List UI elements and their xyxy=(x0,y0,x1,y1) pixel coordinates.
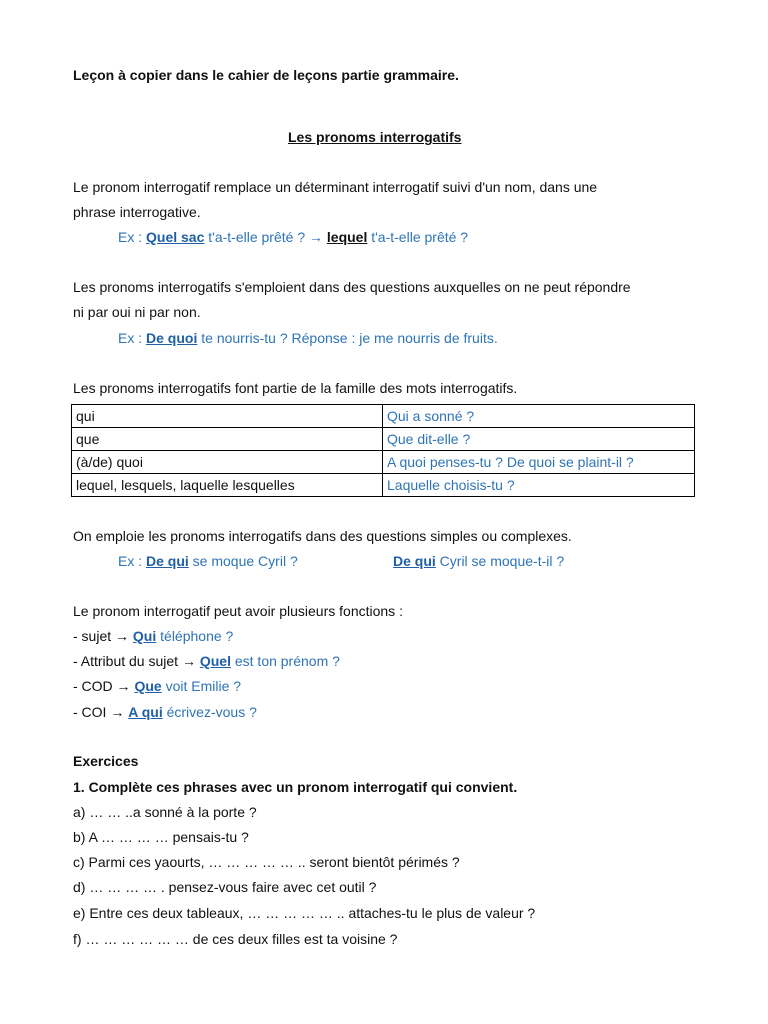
example-prefix: Ex : xyxy=(118,330,147,346)
exercise-item: a) … … ..a sonné à la porte ? xyxy=(73,804,257,820)
example-keyword: De qui xyxy=(393,553,436,569)
paragraph-3-line-1: Les pronoms interrogatifs font partie de la famille des mots interrogatifs. xyxy=(73,380,518,396)
example-4a xyxy=(118,552,298,570)
table-cell-pronoun: qui xyxy=(72,405,383,428)
exercise-item: e) Entre ces deux tableaux, … … … … … .. attaches-tu le plus de valeur ? xyxy=(73,905,536,921)
table-row xyxy=(72,474,695,497)
paragraph-5-intro: Le pronom interrogatif peut avoir plusieurs fonctions : xyxy=(73,603,403,619)
paragraph-1-line-1: Le pronom interrogatif remplace un déterminant interrogatif suivi d'un nom, dans une xyxy=(73,179,598,195)
exercises-title: Exercices xyxy=(73,753,139,769)
pronoun-table xyxy=(71,404,695,497)
function-item xyxy=(73,677,241,695)
function-label: - COD → xyxy=(73,678,135,694)
function-item xyxy=(73,703,257,721)
page-title: Les pronoms interrogatifs xyxy=(288,129,462,145)
table-cell-example: Qui a sonné ? xyxy=(383,405,695,428)
lesson-heading: Leçon à copier dans le cahier de leçons partie grammaire. xyxy=(73,67,459,83)
function-keyword: Que xyxy=(134,678,162,694)
table-row xyxy=(72,405,695,428)
table-cell-pronoun: (à/de) quoi xyxy=(72,451,383,474)
function-label: - COI → xyxy=(73,704,129,720)
function-keyword: Quel xyxy=(199,653,231,669)
example-keyword: De qui xyxy=(146,553,189,569)
function-item xyxy=(73,652,340,670)
function-example: est ton prénom ? xyxy=(230,653,340,669)
exercise-instruction: 1. Complète ces phrases avec un pronom interrogatif qui convient. xyxy=(73,779,518,795)
function-example: écrivez-vous ? xyxy=(162,704,257,720)
exercise-item: d) … … … … . pensez-vous faire avec cet outil ? xyxy=(73,879,377,895)
table-cell-pronoun: que xyxy=(72,428,383,451)
exercise-item: c) Parmi ces yaourts, … … … … … .. seront bientôt périmés ? xyxy=(73,854,460,870)
table-row xyxy=(72,428,695,451)
function-keyword: A qui xyxy=(128,704,163,720)
example-text: Cyril se moque-t-il ? xyxy=(435,553,565,569)
function-example: téléphone ? xyxy=(156,628,234,644)
paragraph-2-line-2: ni par oui ni par non. xyxy=(73,304,201,320)
paragraph-2-line-1: Les pronoms interrogatifs s'emploient dans des questions auxquelles on ne peut répondre xyxy=(73,279,631,295)
table-cell-example: A quoi penses-tu ? De quoi se plaint-il ? xyxy=(383,451,695,474)
example-keyword: Quel sac xyxy=(146,229,205,245)
function-item xyxy=(73,627,233,645)
function-label: - Attribut du sujet → xyxy=(73,653,200,669)
example-1 xyxy=(118,228,468,246)
example-text: t'a-t-elle prêté ? xyxy=(367,229,469,245)
table-cell-example: Laquelle choisis-tu ? xyxy=(383,474,695,497)
exercise-item: b) A … … … … pensais-tu ? xyxy=(73,829,249,845)
table-cell-pronoun: lequel, lesquels, laquelle lesquelles xyxy=(72,474,383,497)
example-prefix: Ex : xyxy=(118,553,147,569)
table-row xyxy=(72,451,695,474)
table-cell-example: Que dit-elle ? xyxy=(383,428,695,451)
paragraph-1-line-2: phrase interrogative. xyxy=(73,204,201,220)
function-example: voit Emilie ? xyxy=(161,678,242,694)
function-keyword: Qui xyxy=(132,628,157,644)
example-keyword: De quoi xyxy=(146,330,198,346)
example-4b xyxy=(393,552,564,570)
example-text: te nourris-tu ? Réponse : je me nourris de fruits. xyxy=(197,330,498,346)
example-keyword: lequel xyxy=(326,229,368,245)
example-text: se moque Cyril ? xyxy=(188,553,298,569)
example-text: t'a-t-elle prêté ? → xyxy=(204,229,327,245)
example-prefix: Ex : xyxy=(118,229,147,245)
example-2 xyxy=(118,329,498,347)
paragraph-4-line-1: On emploie les pronoms interrogatifs dans des questions simples ou complexes. xyxy=(73,528,572,544)
exercise-item: f) … … … … … … de ces deux filles est ta voisine ? xyxy=(73,931,398,947)
function-label: - sujet → xyxy=(73,628,133,644)
